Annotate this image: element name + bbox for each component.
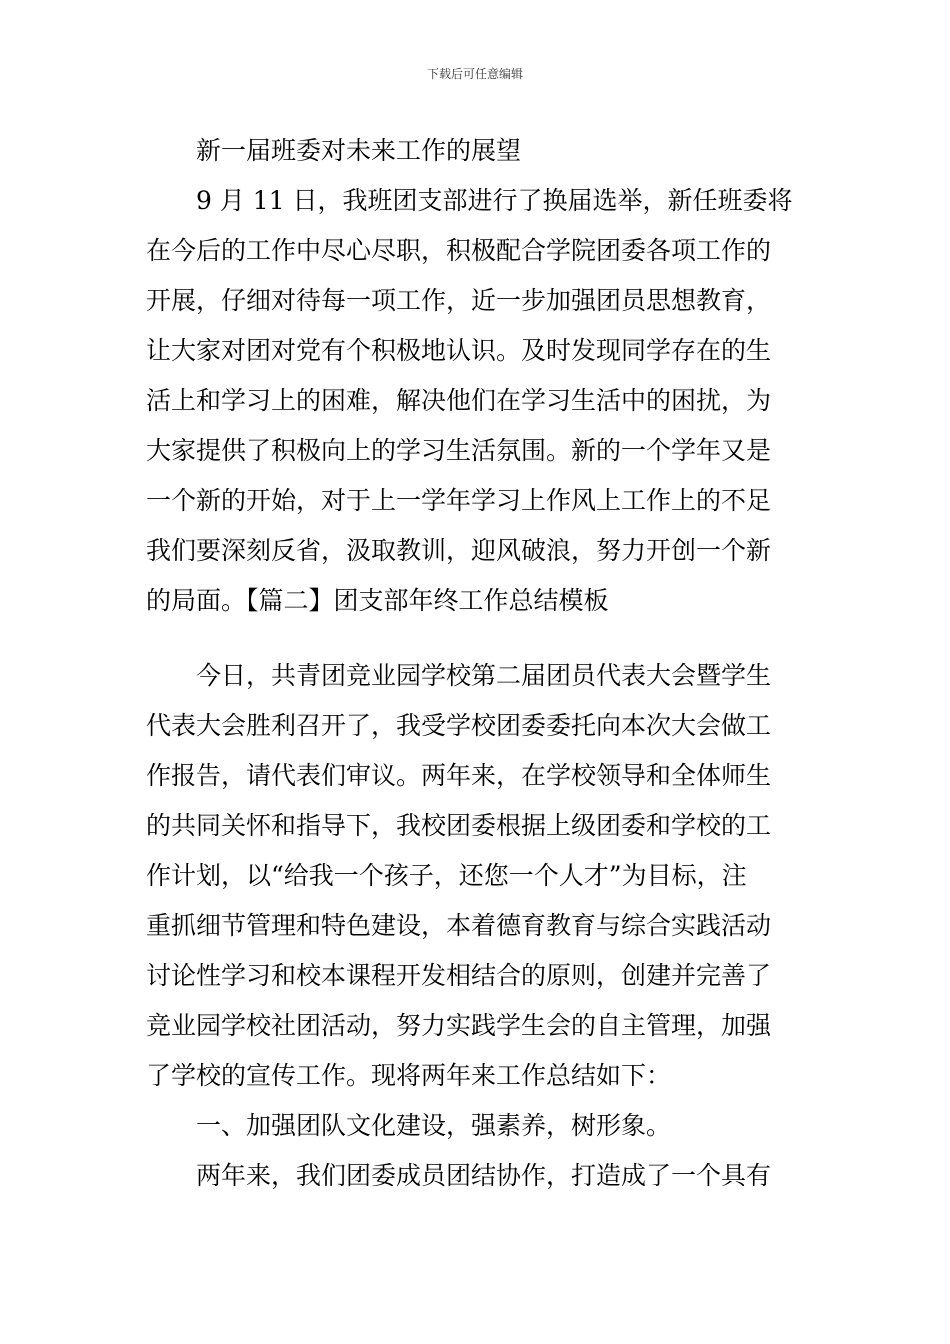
text-line: 竞业园学校社团活动，努力实践学生会的自主管理，加强 [146, 1011, 772, 1040]
text-line: 大家提供了积极向上的学习生活氛围。新的一个学年又是 [146, 436, 772, 465]
text-line: 一个新的开始，对于上一学年学习上作风上工作上的不足 [146, 486, 772, 515]
text-line: 的局面。【篇二】团支部年终工作总结模板 [146, 586, 609, 615]
text-line: 开展，仔细对待每一项工作，近一步加强团员思想教育， [146, 286, 772, 315]
text-line: 了学校的宣传工作。现将两年来工作总结如下： [146, 1061, 672, 1090]
text-line: 活上和学习上的困难，解决他们在学习生活中的困扰，为 [146, 386, 772, 415]
text-line: 作报告，请代表们审议。两年来，在学校领导和全体师生 [146, 761, 772, 790]
text-line: 我们要深刻反省，汲取教训，迎风破浪，努力开创一个新 [146, 536, 772, 565]
section-2 [146, 651, 808, 1201]
text-line: 让大家对团对党有个积极地认识。及时发现同学存在的生 [146, 336, 772, 365]
text-line: 两年来，我们团委成员团结协作，打造成了一个具有 [196, 1161, 772, 1190]
section-heading: 一、加强团队文化建设，强素养，树形象。 [196, 1111, 672, 1140]
text-line: 今日，共青团竞业园学校第二届团员代表大会暨学生 [196, 661, 772, 690]
text-line: 代表大会胜利召开了，我受学校团委委托向本次大会做工 [146, 711, 772, 740]
text-line: 作计划，以“给我一个孩子，还您一个人才”为目标，注 [146, 861, 747, 890]
text-line: 讨论性学习和校本课程开发相结合的原则，创建并完善了 [146, 961, 772, 990]
text-line: 在今后的工作中尽心尽职，积极配合学院团委各项工作的 [146, 236, 772, 265]
text-line: 9 月 11 日，我班团支部进行了换届选举，新任班委将 [196, 186, 793, 215]
section-title: 新一届班委对未来工作的展望 [196, 136, 522, 165]
section-1 [146, 126, 808, 626]
page-header: 下载后可任意编辑 [426, 67, 523, 81]
text-line: 重抓细节管理和特色建设，本着德育教育与综合实践活动 [146, 911, 772, 940]
text-line: 的共同关怀和指导下，我校团委根据上级团委和学校的工 [146, 811, 772, 840]
